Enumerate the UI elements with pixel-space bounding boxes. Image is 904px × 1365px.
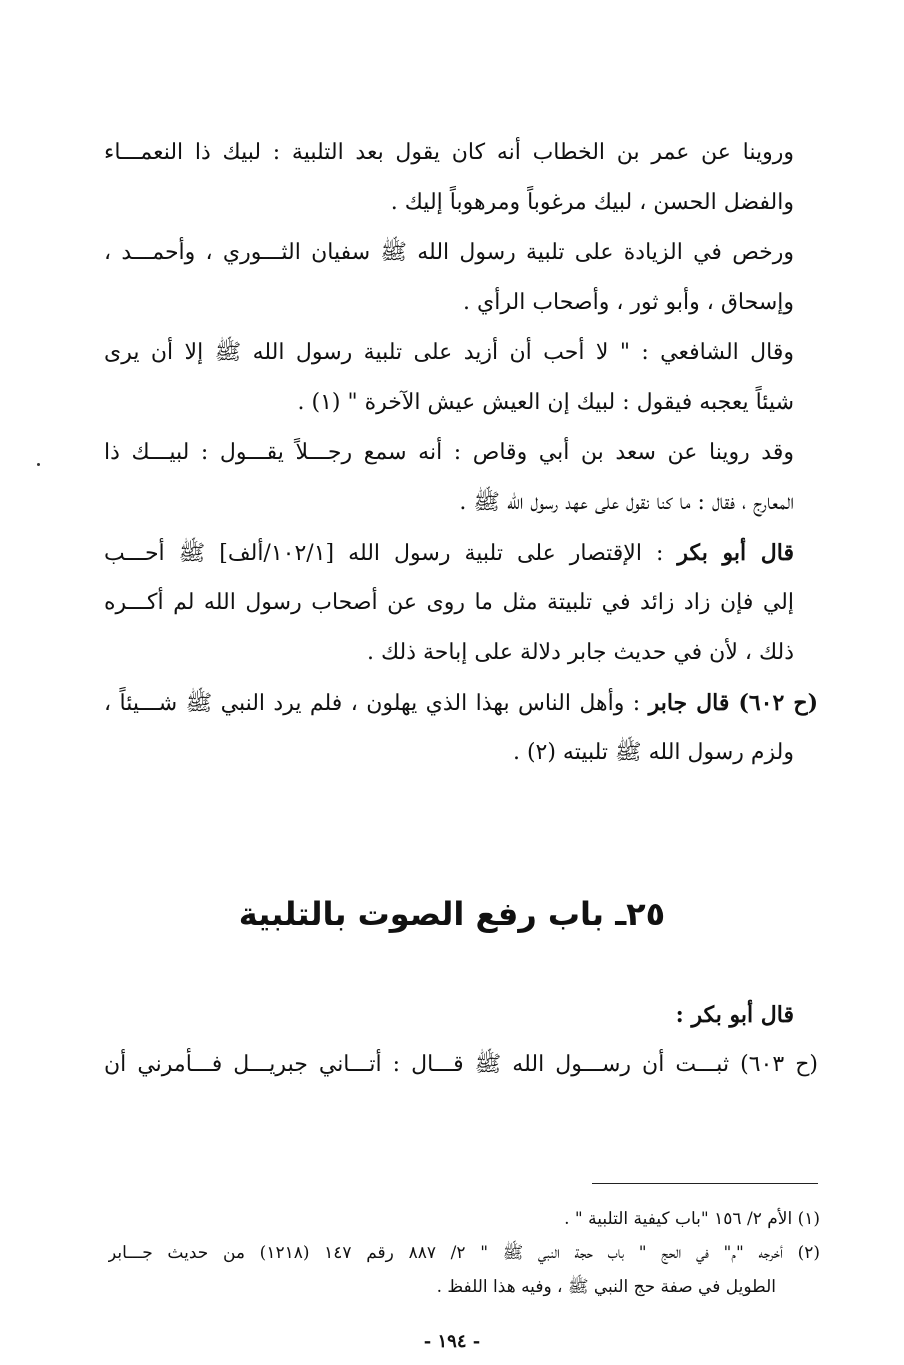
text-line: والفضل الحسن ، لبيك مرغوباً ومرهوباً إليك . — [390, 190, 794, 215]
footnote-line: (٢) أخرجه "م" في الحج " باب حجة النبي ﷺ " ٢/ ٨٨٧ رقم ١٤٧ (١٢١٨) من حديث جـــابر — [108, 1243, 820, 1263]
stray-ink-dot — [37, 463, 40, 466]
hadith-lead: (ح ٦٠٢) قال جابر — [648, 690, 818, 716]
text-line: وقد روينا عن سعد بن أبي وقاص : أنه سمع رجـــلاً يقـــول : لبيـــك ذا — [104, 440, 794, 465]
text-line — [104, 678, 818, 728]
text-line: شيئاً يعجبه فيقول : لبيك إن العيش عيش الآخرة " (١) . — [297, 390, 794, 415]
main-text-block — [104, 128, 818, 778]
text-line: وقال الشافعي : " لا أحب أن أزيد على تلبية رسول الله ﷺ إلا أن يرى — [104, 340, 794, 365]
section-lead-line: قال أبو بكر : — [675, 1002, 794, 1028]
text-line: وإسحاق ، وأبو ثور ، وأصحاب الرأي . — [463, 290, 794, 315]
footnote-line: (١) الأم ٢/ ١٥٦ "باب كيفية التلبية " . — [564, 1209, 820, 1229]
text-line: وروينا عن عمر بن الخطاب أنه كان يقول بعد التلبية : لبيك ذا النعمـــاء — [104, 140, 794, 165]
footnote-line: الطويل في صفة حج النبي ﷺ ، وفيه هذا اللفظ . — [436, 1277, 776, 1297]
page-number: - ١٩٤ - — [423, 1331, 481, 1352]
footnote-separator — [592, 1183, 818, 1184]
text-line: ذلك ، لأن في حديث جابر دلالة على إباحة ذلك . — [366, 640, 794, 665]
line-rest: : وأهل الناس بهذا الذي يهلون ، فلم يرد النبي ﷺ شـــيئاً ، — [104, 691, 649, 716]
section-heading: ٢٥ـ باب رفع الصوت بالتلبية — [238, 895, 666, 933]
second-section-text — [104, 990, 818, 1090]
text-line: المعارج ، فقال : ما كنا نقول على عهد رسول الله ﷺ . — [459, 490, 794, 515]
line-rest: : الإقتصار على تلبية رسول الله [١٠٢/١/ألف] ﷺ أحـــب — [104, 541, 678, 566]
text-line: ورخص في الزيادة على تلبية رسول الله ﷺ سفيان الثـــوري ، وأحمـــد ، — [104, 240, 794, 265]
text-line: ولزم رسول الله ﷺ تلبيته (٢) . — [512, 740, 794, 765]
text-line — [104, 528, 794, 578]
footnotes — [108, 1202, 820, 1304]
text-line: إلي فإن زاد زائد في تلبيتة مثل ما روى عن أصحاب رسول الله لم أكـــره — [104, 590, 794, 615]
paragraph-lead: قال أبو بكر — [677, 540, 794, 566]
hadith-line: (ح ٦٠٣) ثبـــت أن رســـول الله ﷺ قـــال : أتـــاني جبريـــل فـــأمرني أن — [104, 1052, 818, 1077]
